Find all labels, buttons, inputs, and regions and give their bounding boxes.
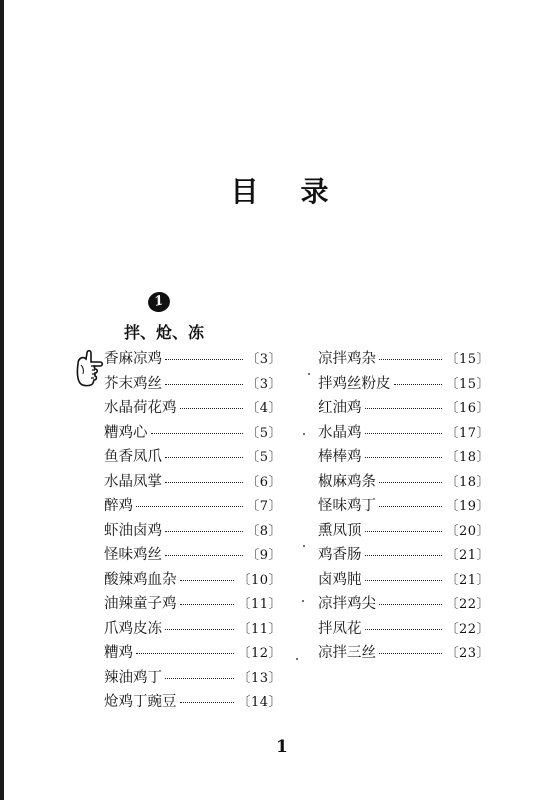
toc-leader-dots: [365, 628, 443, 630]
toc-entry[interactable]: [318, 617, 490, 642]
toc-entry-title: 凉拌三丝: [318, 645, 376, 661]
toc-entry[interactable]: [104, 617, 282, 642]
toc-entry-title: 椒麻鸡条: [318, 473, 376, 490]
toc-entry-title: 炝鸡丁豌豆: [104, 694, 177, 710]
page-title: [0, 170, 559, 210]
toc-entry[interactable]: [104, 519, 282, 544]
toc-entry-page: 〔23〕: [445, 646, 490, 661]
toc-entry-title: 怪味鸡丁: [318, 498, 376, 514]
toc-entry-title: 辣油鸡丁: [104, 669, 162, 686]
toc-leader-dots: [365, 432, 443, 434]
toc-entry[interactable]: [104, 445, 282, 470]
toc-entry[interactable]: [318, 592, 490, 617]
toc-entry-title: 油辣童子鸡: [104, 596, 177, 612]
toc-leader-dots: [365, 579, 443, 581]
toc-leader-dots: [365, 530, 443, 532]
toc-entry[interactable]: [318, 641, 490, 666]
toc-entry[interactable]: [318, 494, 490, 519]
pointing-hand-icon: [74, 350, 104, 388]
scan-speck: [303, 545, 305, 547]
toc-leader-dots: [365, 554, 443, 556]
toc-leader-dots: [394, 383, 443, 385]
toc-leader-dots: [165, 530, 243, 532]
toc-entry[interactable]: [318, 568, 490, 593]
toc-entry-title: 红油鸡: [318, 400, 362, 416]
toc-entry[interactable]: [104, 543, 282, 568]
toc-entry-page: 〔11〕: [237, 597, 282, 612]
toc-entry-page: 〔5〕: [246, 450, 282, 465]
toc-leader-dots: [165, 677, 234, 679]
toc-entry-title: 凉拌鸡杂: [318, 351, 376, 367]
toc-entry-title: 鸡香肠: [318, 547, 362, 563]
toc-entry-title: 凉拌鸡尖: [318, 596, 376, 612]
toc-entry-page: 〔3〕: [246, 376, 282, 392]
toc-leader-dots: [180, 407, 244, 409]
toc-entry[interactable]: [318, 445, 490, 470]
scan-speck: [303, 433, 305, 435]
toc-entry-title: 香麻凉鸡: [104, 351, 162, 367]
toc-entry-title: 虾油卤鸡: [104, 522, 162, 539]
toc-leader-dots: [180, 701, 235, 703]
toc-entry-title: 棒棒鸡: [318, 449, 362, 465]
toc-entry-page: 〔16〕: [445, 401, 490, 416]
toc-leader-dots: [136, 652, 234, 654]
toc-entry[interactable]: [104, 347, 282, 372]
toc-entry[interactable]: [318, 519, 490, 544]
toc-entry-title: 芥末鸡丝: [104, 375, 162, 392]
toc-entry-page: 〔15〕: [445, 376, 490, 392]
toc-leader-dots: [165, 358, 243, 360]
toc-entry-page: 〔18〕: [445, 450, 490, 465]
toc-entry-page: 〔14〕: [237, 695, 282, 710]
toc-entry-page: 〔22〕: [445, 597, 490, 612]
toc-entry-page: 〔13〕: [237, 670, 282, 686]
toc-leader-dots: [136, 505, 243, 507]
toc-leader-dots: [180, 579, 235, 581]
toc-entry-title: 拌鸡丝粉皮: [318, 375, 391, 392]
toc-entry[interactable]: [104, 592, 282, 617]
page-title-char-1: 目: [230, 175, 259, 208]
toc-entry[interactable]: [318, 347, 490, 372]
toc-leader-dots: [165, 481, 243, 483]
toc-entry-title: 糟鸡: [104, 645, 133, 661]
toc-entry[interactable]: [104, 568, 282, 593]
toc-entry-title: 拌凤花: [318, 620, 362, 637]
toc-entry[interactable]: [318, 470, 490, 495]
section-title: 拌、炝、冻: [124, 323, 205, 342]
toc-entry-page: 〔15〕: [445, 352, 490, 367]
toc-entry-title: 醉鸡: [104, 498, 133, 514]
scan-edge: [0, 0, 4, 800]
toc-entry-title: 爪鸡皮冻: [104, 620, 162, 637]
toc-entry-page: 〔21〕: [445, 572, 490, 588]
toc-entry-page: 〔7〕: [246, 499, 282, 514]
toc-leader-dots: [180, 603, 235, 605]
toc-leader-dots: [365, 456, 443, 458]
toc-column-right: [318, 347, 490, 666]
scan-speck: [296, 658, 298, 660]
section-number-badge: 1: [146, 290, 172, 314]
page-number: 1: [276, 737, 288, 757]
toc-leader-dots: [379, 652, 442, 654]
toc-entry-page: 〔8〕: [246, 523, 282, 539]
toc-leader-dots: [165, 628, 234, 630]
toc-entry[interactable]: [104, 470, 282, 495]
toc-entry-page: 〔9〕: [246, 548, 282, 563]
toc-entry-page: 〔18〕: [445, 474, 490, 490]
toc-leader-dots: [165, 554, 243, 556]
toc-leader-dots: [379, 603, 442, 605]
toc-entry[interactable]: [318, 396, 490, 421]
toc-entry-page: 〔17〕: [445, 425, 490, 441]
toc-entry-title: 熏凤顶: [318, 522, 362, 539]
toc-entry-title: 鱼香凤爪: [104, 449, 162, 465]
toc-entry-title: 水晶荷花鸡: [104, 400, 177, 416]
toc-entry-title: 怪味鸡丝: [104, 547, 162, 563]
toc-entry[interactable]: [104, 396, 282, 421]
toc-entry-page: 〔5〕: [246, 425, 282, 441]
toc-entry-page: 〔22〕: [445, 621, 490, 637]
toc-entry[interactable]: [318, 421, 490, 446]
toc-entry-page: 〔6〕: [246, 474, 282, 490]
toc-entry-title: 糟鸡心: [104, 424, 148, 441]
scan-speck: [302, 600, 304, 602]
page-title-char-2: 录: [300, 175, 329, 208]
toc-leader-dots: [379, 481, 442, 483]
toc-entry-page: 〔21〕: [445, 548, 490, 563]
toc-entry[interactable]: [318, 372, 490, 397]
toc-entry[interactable]: [104, 690, 282, 715]
toc-leader-dots: [151, 432, 244, 434]
toc-entry-page: 〔10〕: [237, 572, 282, 588]
toc-entry-title: 卤鸡肫: [318, 571, 362, 588]
toc-entry-page: 〔3〕: [246, 352, 282, 367]
toc-entry[interactable]: [104, 421, 282, 446]
toc-entry[interactable]: [104, 641, 282, 666]
toc-leader-dots: [165, 383, 243, 385]
toc-entry-page: 〔11〕: [237, 621, 282, 637]
toc-leader-dots: [379, 505, 442, 507]
toc-leader-dots: [365, 407, 443, 409]
toc-entry-title: 酸辣鸡血杂: [104, 571, 177, 588]
toc-entry-page: 〔4〕: [246, 401, 282, 416]
toc-entry-page: 〔20〕: [445, 523, 490, 539]
toc-entry-title: 水晶凤掌: [104, 473, 162, 490]
toc-leader-dots: [379, 358, 442, 360]
toc-column-left: [104, 347, 282, 715]
toc-entry[interactable]: [104, 666, 282, 691]
toc-entry[interactable]: [318, 543, 490, 568]
toc-entry-page: 〔19〕: [445, 499, 490, 514]
toc-leader-dots: [165, 456, 243, 458]
scan-speck: [308, 373, 310, 375]
toc-entry-page: 〔12〕: [237, 646, 282, 661]
toc-entry[interactable]: [104, 372, 282, 397]
toc-entry[interactable]: [104, 494, 282, 519]
toc-entry-title: 水晶鸡: [318, 424, 362, 441]
